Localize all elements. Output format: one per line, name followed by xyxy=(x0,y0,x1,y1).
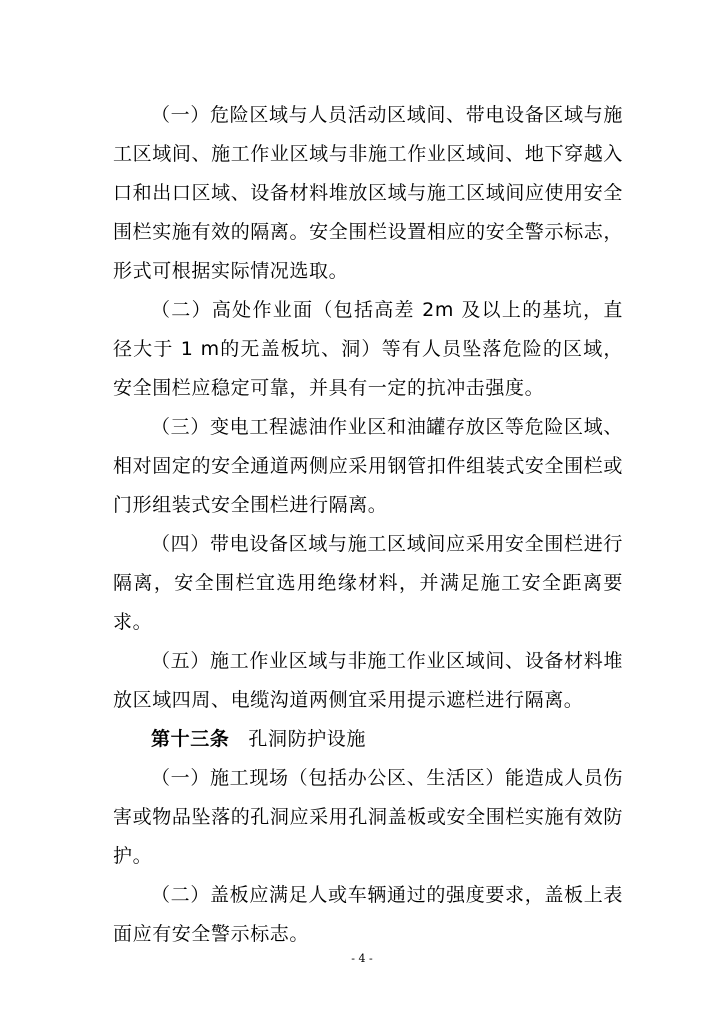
paragraph-4: （四）带电设备区域与施工区域间应采用安全围栏进行隔离，安全围栏宜选用绝缘材料，并满足施工安全距离要求。 xyxy=(113,533,623,633)
paragraph-7: （二）盖板应满足人或车辆通过的强度要求，盖板上表面应有安全警示标志。 xyxy=(113,884,623,945)
paragraph-3: （三）变电工程滤油作业区和油罐存放区等危险区域、相对固定的安全通道两侧应采用钢管扣件组装式安全围栏或门形组装式安全围栏进行隔离。 xyxy=(113,416,623,516)
page-number: - 4 - xyxy=(351,952,373,965)
paragraph-1: （一）危险区域与人员活动区域间、带电设备区域与施工区域间、施工作业区域与非施工作业区域间、地下穿越入口和出口区域、设备材料堆放区域与施工区域间应使用安全围栏实施有效的隔离。安全围栏设置相应的安全警示标志，形式可根据实际情况选取。 xyxy=(113,104,623,282)
paragraph-5: （五）施工作业区域与非施工作业区域间、设备材料堆放区域四周、电缆沟道两侧宜采用提示遮栏进行隔离。 xyxy=(113,650,623,711)
article-title: 孔洞防护设施 xyxy=(248,728,367,750)
paragraph-2: （二）高处作业面（包括高差 2m 及以上的基坑，直径大于 1 m的无盖板坑、洞）等有人员坠落危险的区域，安全围栏应稳定可靠，并具有一定的抗冲击强度。 xyxy=(113,299,623,399)
article-number: 第十三条 xyxy=(151,728,230,750)
document-body xyxy=(113,96,623,954)
paragraph-6: （一）施工现场（包括办公区、生活区）能造成人员伤害或物品坠落的孔洞应采用孔洞盖板或安全围栏实施有效防护。 xyxy=(113,767,623,867)
article-heading xyxy=(113,720,623,759)
